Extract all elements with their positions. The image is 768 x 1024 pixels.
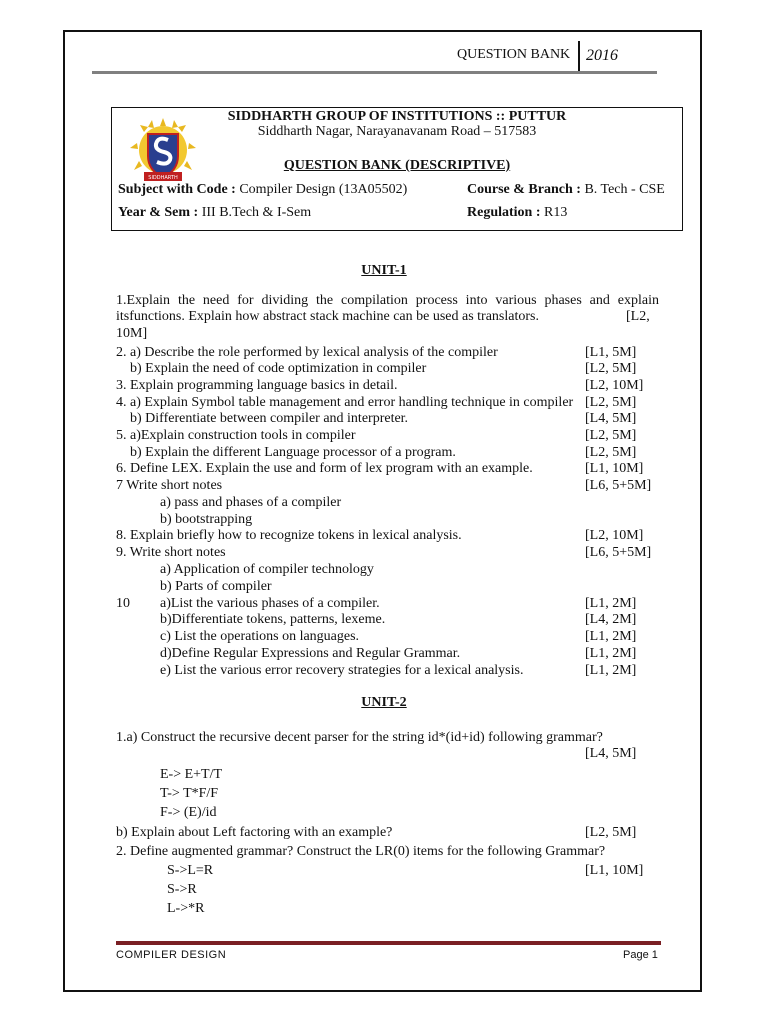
question-marks: [L6, 5+5M] [585, 545, 652, 560]
header-year: 2016 [586, 47, 618, 64]
question-marks: [L1, 2M] [585, 646, 637, 661]
question-marks: [L2, 10M] [585, 378, 644, 393]
logo-text: SIDDHARTH [148, 175, 178, 181]
question-marks: [L2, 5M] [585, 428, 637, 443]
institution-name: SIDDHARTH GROUP OF INSTITUTIONS :: PUTTUR [227, 109, 567, 124]
question-marks: [L1, 2M] [585, 596, 637, 611]
year-line [118, 205, 311, 221]
question-line: b) Explain the different Language processor of a program. [130, 445, 456, 460]
question-marks: [L1, 2M] [585, 663, 637, 678]
question-marks: [L1, 5M] [585, 345, 637, 360]
unit-2-heading: UNIT-2 [361, 695, 407, 710]
question-marks: [L6, 5+5M] [585, 478, 652, 493]
question-subitem: a)List the various phases of a compiler. [160, 596, 380, 611]
question-subitem: b)Differentiate tokens, patterns, lexeme. [160, 612, 386, 627]
regulation-value: R13 [540, 205, 568, 220]
question-marks: [L1, 2M] [585, 629, 637, 644]
footer-page-number: Page 1 [623, 949, 658, 961]
question-marks: [L2, 5M] [585, 445, 637, 460]
question-line: 9. Write short notes [116, 545, 226, 560]
question-line: 5. a)Explain construction tools in compiler [116, 428, 356, 443]
grammar-rule: L->*R [167, 901, 205, 916]
footer-subject: COMPILER DESIGN [116, 949, 227, 961]
course-line [467, 182, 665, 198]
grammar-rule: T-> T*F/F [160, 786, 219, 801]
unit-1-q1-marks: [L2, [626, 309, 650, 324]
regulation-label: Regulation : [467, 205, 541, 220]
unit-2-q1b: b) Explain about Left factoring with an example? [116, 825, 393, 840]
question-line: 2. a) Describe the role performed by lexical analysis of the compiler [116, 345, 498, 360]
subject-line [118, 182, 407, 198]
header-rule [92, 71, 657, 74]
question-marks: [L4, 5M] [585, 411, 637, 426]
subject-label: Subject with Code : [118, 182, 236, 197]
header-divider [578, 41, 580, 73]
question-marks: [L2, 5M] [585, 361, 637, 376]
question-subitem: d)Define Regular Expressions and Regular Grammar. [160, 646, 461, 661]
question-number: 10 [116, 596, 130, 611]
question-line: 4. a) Explain Symbol table management and error handling technique in compiler [116, 395, 574, 410]
regulation-line [467, 205, 567, 221]
course-value: B. Tech - CSE [580, 182, 665, 197]
grammar-rule: E-> E+T/T [160, 767, 223, 782]
document-title: QUESTION BANK (DESCRIPTIVE) [283, 158, 511, 173]
course-label: Course & Branch : [467, 182, 581, 197]
year-label: Year & Sem : [118, 205, 199, 220]
unit-2-q1a-marks: [L4, 5M] [585, 746, 637, 761]
question-subitem: c) List the operations on languages. [160, 629, 360, 644]
question-marks: [L2, 10M] [585, 528, 644, 543]
header-label: QUESTION BANK [457, 47, 571, 62]
question-marks: [L2, 5M] [585, 395, 637, 410]
unit-1-heading: UNIT-1 [361, 263, 407, 278]
question-line: 8. Explain briefly how to recognize tokens in lexical analysis. [116, 528, 462, 543]
question-subitem: a) Application of compiler technology [160, 562, 374, 577]
unit-1-q1-text: 1.Explain the need for dividing the compilation process into various phases and explain itsfunctions. Explain how abstract stack machine can be used as translators. [116, 293, 659, 324]
question-marks: [L1, 10M] [585, 461, 644, 476]
unit-2-q1b-marks: [L2, 5M] [585, 825, 637, 840]
unit-2-q2: 2. Define augmented grammar? Construct the LR(0) items for the following Grammar? [116, 844, 606, 859]
grammar-rule: F-> (E)/id [160, 805, 217, 820]
grammar-rule: S->L=R [167, 863, 214, 878]
grammar-rule: S->R [167, 882, 197, 897]
institution-address: Siddharth Nagar, Narayanavanam Road – 517583 [257, 124, 537, 139]
question-subitem: b) bootstrapping [160, 512, 253, 527]
question-line: 7 Write short notes [116, 478, 223, 493]
question-subitem: a) pass and phases of a compiler [160, 495, 342, 510]
unit-1-q1-marks-cont: 10M] [116, 326, 148, 341]
question-subitem: e) List the various error recovery strategies for a lexical analysis. [160, 663, 524, 678]
unit-1-q1 [116, 293, 659, 325]
question-line: b) Differentiate between compiler and interpreter. [130, 411, 409, 426]
question-marks: [L4, 2M] [585, 612, 637, 627]
question-line: 6. Define LEX. Explain the use and form of lex program with an example. [116, 461, 533, 476]
unit-2-q1a: 1.a) Construct the recursive decent parser for the string id*(id+id) following grammar? [116, 730, 603, 745]
subject-value: Compiler Design (13A05502) [235, 182, 408, 197]
unit-2-q2-marks: [L1, 10M] [585, 863, 644, 878]
question-line: 3. Explain programming language basics in detail. [116, 378, 398, 393]
question-line: b) Explain the need of code optimization in compiler [130, 361, 427, 376]
year-value: III B.Tech & I-Sem [198, 205, 312, 220]
institution-info-box [111, 107, 683, 231]
footer-rule [116, 941, 661, 945]
question-subitem: b) Parts of compiler [160, 579, 272, 594]
